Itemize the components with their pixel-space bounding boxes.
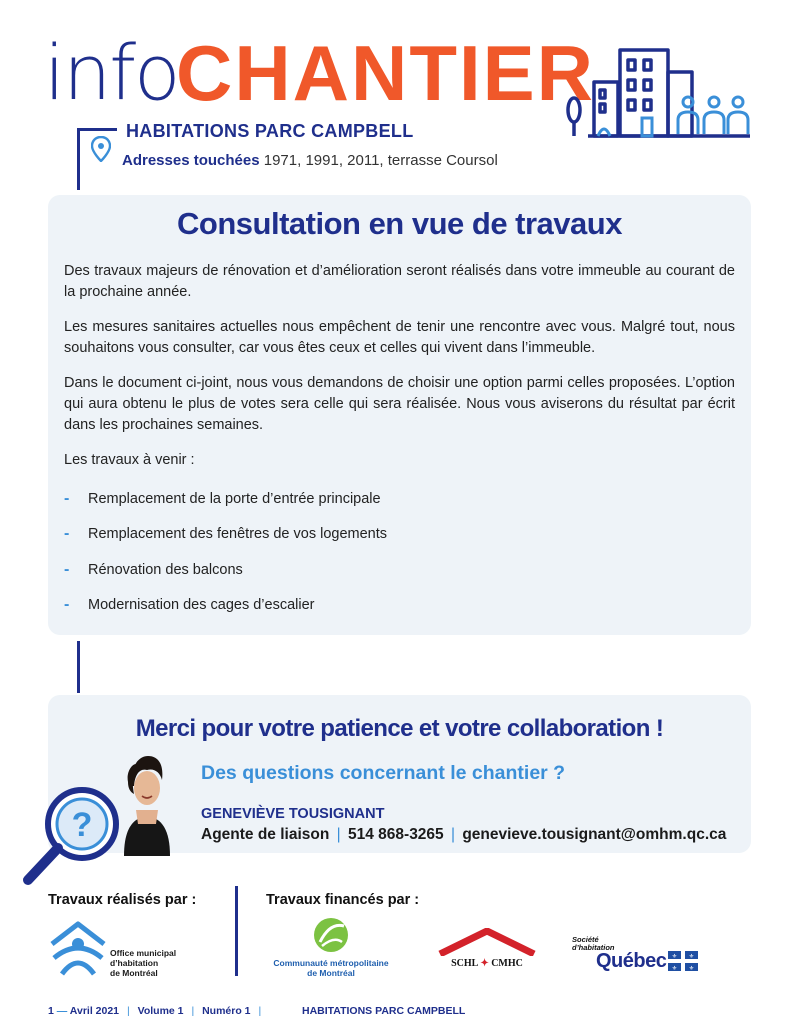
- tasks-list: [64, 481, 735, 623]
- list-item: [64, 588, 735, 624]
- task-text: Modernisation des cages d’escalier: [88, 597, 315, 614]
- shq-logo: [572, 936, 702, 976]
- contact-details: [201, 826, 726, 844]
- residents-icon: [678, 97, 748, 134]
- separator: |: [450, 826, 456, 843]
- svg-text:⚜: ⚜: [688, 954, 695, 960]
- address-marker-line: [77, 128, 80, 190]
- affected-addresses: [122, 152, 498, 169]
- addresses-value: 1971, 1991, 2011, terrasse Coursol: [263, 152, 498, 169]
- section-connector-line: [77, 641, 80, 693]
- cmm-name-line: de Montréal: [307, 968, 355, 978]
- address-marker-tick: [77, 128, 117, 131]
- bullet-dash: -: [64, 525, 70, 543]
- location-pin-icon: [91, 136, 111, 162]
- quebec-flag-icon: [668, 951, 698, 971]
- city-buildings-illustration: [564, 44, 754, 140]
- tree-icon: [568, 98, 580, 122]
- questions-heading: Des questions concernant le chantier ?: [201, 762, 566, 784]
- maple-leaf-icon: ✦: [480, 958, 489, 969]
- funded-by-label: Travaux financés par :: [266, 892, 420, 908]
- paragraph-intro: Des travaux majeurs de rénovation et d’amélioration seront réalisés dans votre immeuble au courant de la prochaine année.: [64, 263, 735, 300]
- right-building-icon: [668, 72, 692, 136]
- footer-dash: —: [56, 1005, 68, 1017]
- thanks-title: Merci pour votre patience et votre collaboration !: [135, 715, 664, 742]
- paragraph-sanitary: Les mesures sanitaires actuelles nous empêchent de tenir une rencontre avec vous. Malgré tout, nous souhaitons vous consulter, car vous êtes ceux et celles qui vivent dans l’immeuble.: [64, 319, 735, 356]
- consultation-panel: [48, 195, 751, 635]
- paragraph-vote: Dans le document ci-joint, nous vous demandons de choisir une option parmi celles proposées. L’option qui aura obtenu le plus de votes sera celle qui sera réalisée. Nous vous aviserons du résultat par écrit dans les prochaines semaines.: [64, 375, 735, 433]
- schl-roof-icon: [438, 928, 536, 956]
- separator: |: [191, 1005, 195, 1017]
- shq-name-line: Société: [572, 935, 599, 944]
- building-name: HABITATIONS PARC CAMPBELL: [126, 121, 414, 141]
- footer-edition: [48, 1005, 266, 1017]
- schl-cmhc-logo: [438, 928, 536, 972]
- shq-name-line: d’habitation: [572, 943, 615, 952]
- cmm-emblem-icon: [312, 916, 350, 954]
- separator: |: [126, 1005, 130, 1017]
- list-item: [64, 552, 735, 588]
- brand-title: CHANTIER: [176, 29, 595, 117]
- question-magnifier-icon: [16, 786, 122, 888]
- separator: |: [336, 826, 341, 843]
- done-by-label: Travaux réalisés par :: [48, 892, 197, 908]
- issue-number: Numéro 1: [202, 1005, 251, 1017]
- masthead: [44, 28, 595, 117]
- contact-name: GENEVIÈVE TOUSIGNANT: [201, 806, 385, 822]
- cmm-name-line: Communauté métropolitaine: [273, 958, 389, 968]
- credits-divider: [235, 886, 238, 976]
- omhm-logo: [48, 918, 198, 980]
- contact-phone[interactable]: 514 868-3265: [348, 826, 444, 843]
- cmm-logo: [262, 914, 400, 980]
- svg-text:⚜: ⚜: [671, 966, 678, 971]
- shq-quebec-text: Québec: [596, 950, 667, 972]
- tasks-heading: Les travaux à venir :: [64, 452, 195, 468]
- omhm-name-line: de Montréal: [110, 968, 158, 978]
- svg-text:⚜: ⚜: [688, 966, 695, 971]
- omhm-emblem-icon: [48, 918, 108, 978]
- issue-date: Avril 2021: [69, 1005, 120, 1017]
- svg-text:⚜: ⚜: [671, 954, 678, 960]
- bullet-dash: -: [64, 489, 70, 507]
- contact-email[interactable]: genevieve.tousignant@omhm.qc.ca: [462, 826, 727, 843]
- consultation-title: Consultation en vue de travaux: [177, 206, 622, 241]
- volume-label: Volume 1: [137, 1005, 184, 1017]
- liaison-agent-photo: [114, 750, 180, 856]
- contact-role: Agente de liaison: [201, 826, 330, 843]
- page-number: 1: [48, 1005, 54, 1017]
- task-text: Remplacement de la porte d’entrée principale: [88, 490, 381, 507]
- footer-building-name: HABITATIONS PARC CAMPBELL: [302, 1005, 466, 1017]
- svg-text:?: ?: [71, 806, 93, 844]
- addresses-label: Adresses touchées: [122, 152, 260, 169]
- separator: |: [258, 1005, 262, 1017]
- omhm-name-line: Office municipal: [110, 948, 177, 958]
- bullet-dash: -: [64, 596, 70, 614]
- schl-text: SCHL: [451, 958, 478, 969]
- list-item: [64, 481, 735, 517]
- omhm-name-line: d’habitation: [110, 958, 159, 968]
- bullet-dash: -: [64, 560, 70, 578]
- brand-prefix: info: [44, 28, 179, 117]
- task-text: Remplacement des fenêtres de vos logements: [88, 526, 388, 543]
- cmhc-text: CMHC: [491, 958, 523, 969]
- task-text: Rénovation des balcons: [88, 561, 243, 578]
- list-item: [64, 517, 735, 553]
